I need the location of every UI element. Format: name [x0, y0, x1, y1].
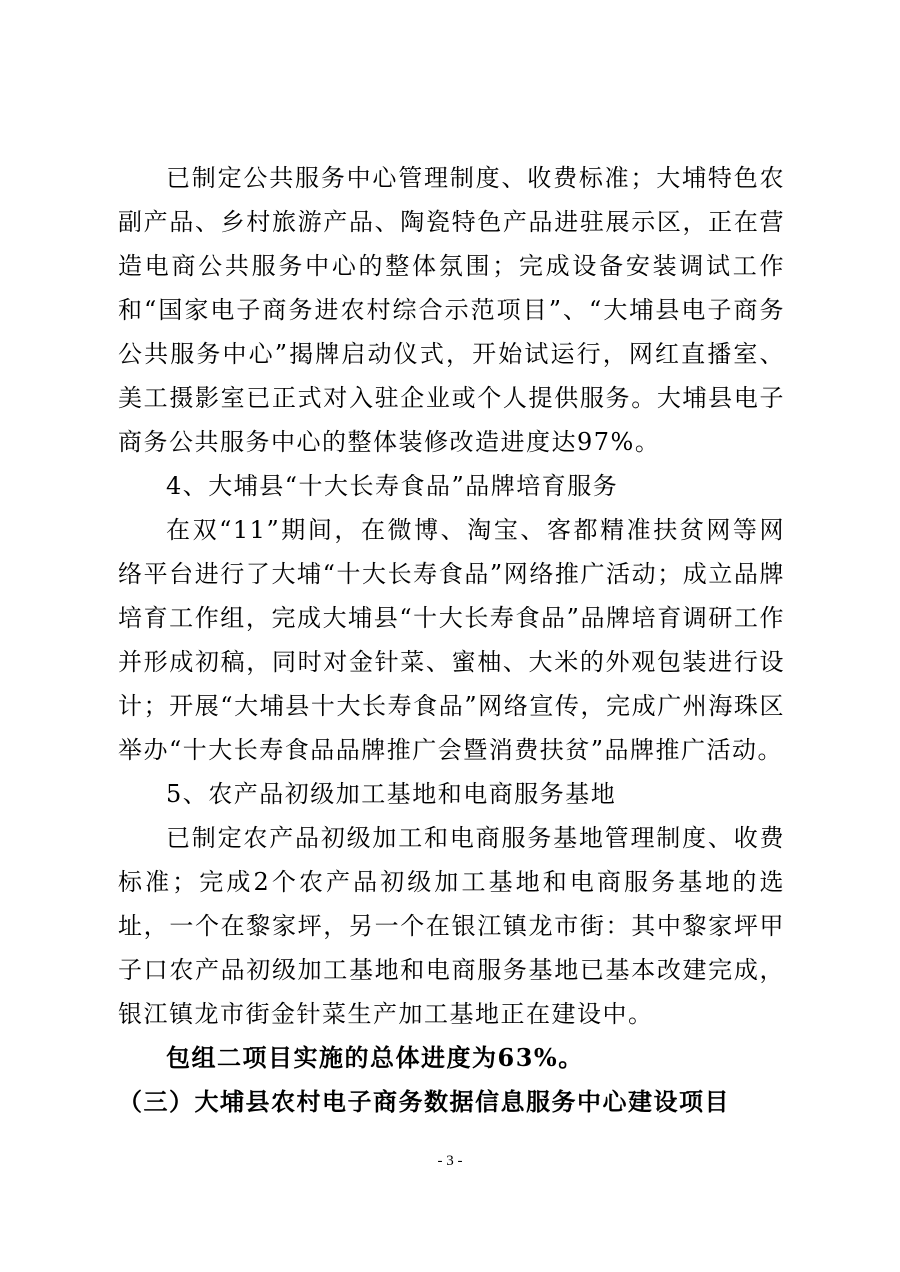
paragraph-brand-cultivation: 在双“11”期间，在微博、淘宝、客都精准扶贫网等网络平台进行了大埔“十大长寿食品”网络推广活动；成立品牌培育工作组，完成大埔县“十大长寿食品”品牌培育调研工作并形成初稿，同时对金针菜、蜜柚、大米的外观包装进行设计；开展“大埔县十大长寿食品”网络宣传，完成广州海珠区举办“十大长寿食品品牌推广会暨消费扶贫”品牌推广活动。	[118, 516, 785, 764]
page-number: - 3 -	[437, 1153, 463, 1169]
paragraph-service-center-progress: 已制定公共服务中心管理制度、收费标准；大埔特色农副产品、乡村旅游产品、陶瓷特色产品进驻展示区，正在营造电商公共服务中心的整体氛围；完成设备安装调试工作和“国家电子商务进农村综合示范项目”、“大埔县电子商务公共服务中心”揭牌启动仪式，开始试运行，网红直播室、美工摄影室已正式对入驻企业或个人提供服务。大埔县电子商务公共服务中心的整体装修改造进度达97%。	[118, 164, 785, 456]
heading-brand-cultivation: 4、大埔县“十大长寿食品”品牌培育服务	[166, 472, 619, 500]
summary-overall-progress: 包组二项目实施的总体进度为63%。	[166, 1043, 584, 1072]
document-body	[118, 156, 785, 1124]
heading-processing-base: 5、农产品初级加工基地和电商服务基地	[166, 780, 617, 808]
paragraph-processing-base: 已制定农产品初级加工和电商服务基地管理制度、收费标准；完成2个农产品初级加工基地和电商服务基地的选址，一个在黎家坪，另一个在银江镇龙市街：其中黎家坪甲子口农产品初级加工基地和电商服务基地已基本改建完成，银江镇龙市街金针菜生产加工基地正在建设中。	[118, 824, 785, 1028]
section-title-data-center: （三）大埔县农村电子商务数据信息服务中心建设项目	[118, 1087, 730, 1116]
